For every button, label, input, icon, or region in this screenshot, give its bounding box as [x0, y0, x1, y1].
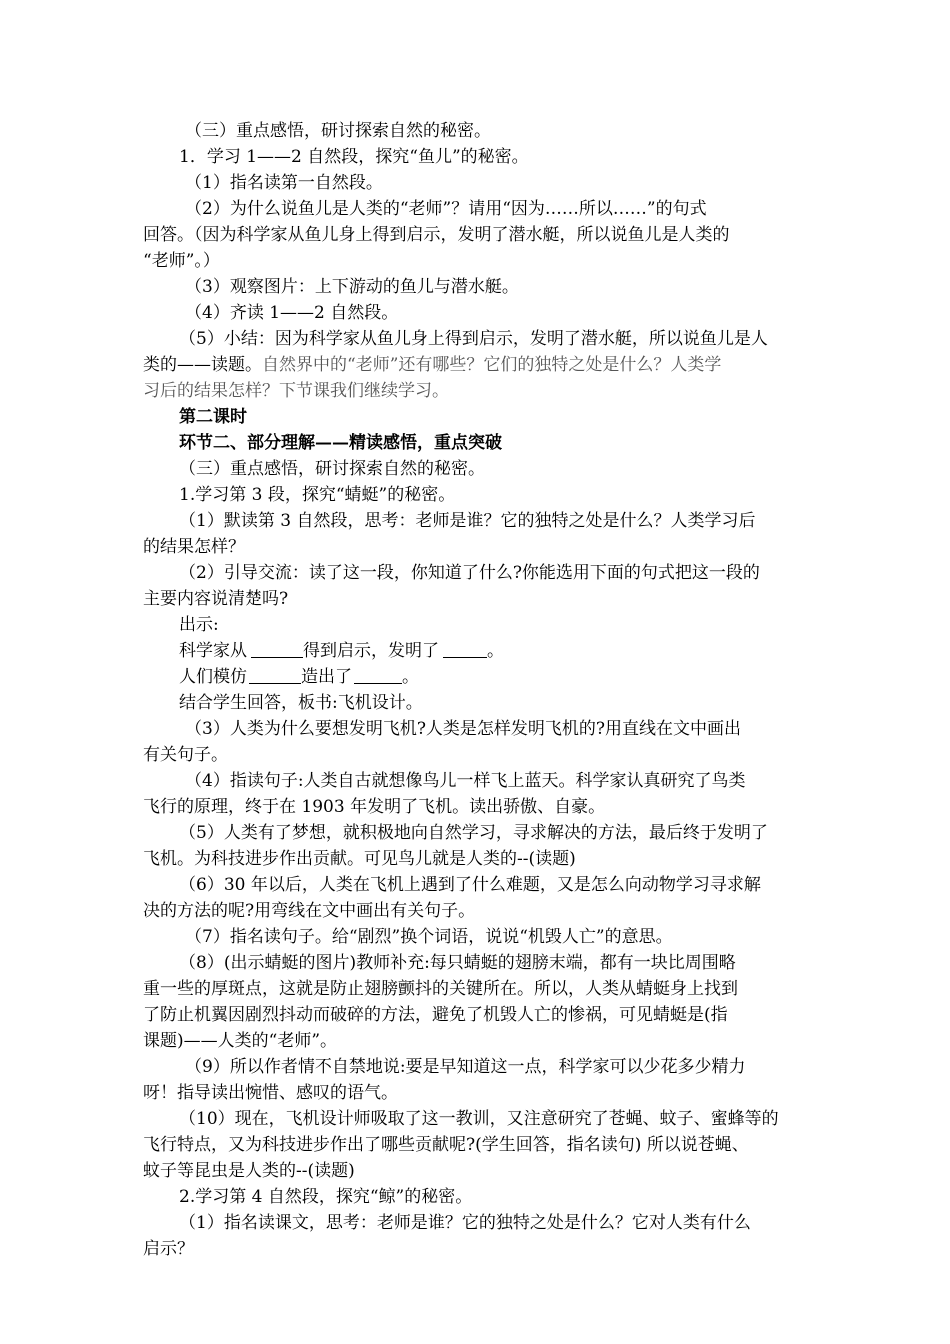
lesson-heading: 第二课时 [179, 407, 247, 427]
text-line: 课题)——人类的“老师”。 [143, 1031, 338, 1051]
text-line: 有关句子。 [143, 745, 228, 765]
fill-blank [249, 666, 301, 684]
text-line: 的结果怎样？ [143, 537, 245, 557]
fill-blank [354, 666, 402, 684]
text-line: 蚊子等昆虫是人类的--(读题) [143, 1161, 355, 1181]
text-line [179, 664, 419, 690]
text-span: 造出了 [301, 667, 352, 687]
text-line [143, 352, 721, 378]
text-line: （1）指名读第一自然段。 [185, 173, 383, 193]
text-line: 2.学习第 4 自然段，探究“鲸”的秘密。 [179, 1187, 473, 1207]
text-line: 飞行特点，又为科技进步作出了哪些贡献呢?(学生回答，指名读句) 所以说苍蝇、 [143, 1135, 749, 1155]
text-line: （1）默读第 3 自然段，思考：老师是谁？它的独特之处是什么？人类学习后 [179, 511, 756, 531]
text-line: 飞机。为科技进步作出贡献。可见鸟儿就是人类的--(读题) [143, 849, 576, 869]
text-span: 人们模仿 [179, 667, 247, 687]
fill-blank [251, 640, 303, 658]
text-line: （三）重点感悟，研讨探索自然的秘密。 [179, 459, 485, 479]
text-span: 。 [402, 667, 419, 687]
text-line: （5）小结：因为科学家从鱼儿身上得到启示，发明了潜水艇，所以说鱼儿是人 [179, 329, 768, 349]
text-line: 结合学生回答，板书:飞机设计。 [179, 693, 423, 713]
text-line: 1．学习 1——2 自然段，探究“鱼儿”的秘密。 [179, 147, 529, 167]
text-line: 回答。（因为科学家从鱼儿身上得到启示，发明了潜水艇，所以说鱼儿是人类的 [143, 225, 730, 245]
text-line: （4）指读句子:人类自古就想像鸟儿一样飞上蓝天。科学家认真研究了鸟类 [185, 771, 746, 791]
text-line: 习后的结果怎样？下节课我们继续学习。 [143, 381, 449, 401]
section-heading: 环节二、部分理解——精读感悟，重点突破 [179, 433, 502, 453]
text-span: 自然界中的“老师”还有哪些？它们的独特之处是什么？人类学 [262, 355, 722, 375]
text-line: （10）现在，飞机设计师吸取了这一教训，又注意研究了苍蝇、蚊子、蜜蜂等的 [179, 1109, 779, 1129]
text-line: 决的方法的呢?用弯线在文中画出有关句子。 [143, 901, 476, 921]
text-line: （三）重点感悟，研讨探索自然的秘密。 [185, 121, 491, 141]
text-span: 。 [487, 641, 504, 661]
text-line: 了防止机翼因剧烈抖动而破碎的方法，避免了机毁人亡的惨祸，可见蜻蜓是(指 [143, 1005, 728, 1025]
text-span: 科学家从 [179, 641, 247, 661]
text-span: 得到启示，发明了 [303, 641, 439, 661]
text-line: （4）齐读 1——2 自然段。 [185, 303, 399, 323]
text-line: 重一些的厚斑点，这就是防止翅膀颤抖的关键所在。所以，人类从蜻蜓身上找到 [143, 979, 738, 999]
text-line: 1.学习第 3 段，探究“蜻蜓”的秘密。 [179, 485, 456, 505]
text-line: （2）为什么说鱼儿是人类的“老师”？请用“因为……所以……”的句式 [185, 199, 707, 219]
text-line: “老师”。） [143, 251, 220, 271]
text-line: 出示: [179, 615, 219, 635]
text-line: 启示？ [143, 1239, 194, 1259]
text-line: （6）30 年以后，人类在飞机上遇到了什么难题，又是怎么向动物学习寻求解 [179, 875, 761, 895]
text-span: 类的——读题。 [143, 355, 262, 375]
text-line: 主要内容说清楚吗? [143, 589, 289, 609]
text-line: （5）人类有了梦想，就积极地向自然学习，寻求解决的方法，最后终于发明了 [179, 823, 768, 843]
fill-blank [443, 640, 487, 658]
text-line: （9）所以作者情不自禁地说:要是早知道这一点，科学家可以少花多少精力 [185, 1057, 746, 1077]
text-line: （7）指名读句子。给“剧烈”换个词语，说说“机毁人亡”的意思。 [185, 927, 673, 947]
text-line: 呀！指导读出惋惜、感叹的语气。 [143, 1083, 398, 1103]
text-line: （1）指名读课文，思考：老师是谁？它的独特之处是什么？它对人类有什么 [179, 1213, 751, 1233]
text-line: 飞行的原理，终于在 1903 年发明了飞机。读出骄傲、自豪。 [143, 797, 606, 817]
text-line: （3）观察图片：上下游动的鱼儿与潜水艇。 [185, 277, 519, 297]
text-line: （3）人类为什么要想发明飞机?人类是怎样发明飞机的?用直线在文中画出 [185, 719, 742, 739]
text-line [179, 638, 504, 664]
text-line: （2）引导交流：读了这一段，你知道了什么?你能选用下面的句式把这一段的 [179, 563, 760, 583]
text-line: （8）(出示蜻蜓的图片)教师补充:每只蜻蜓的翅膀末端，都有一块比周围略 [179, 953, 736, 973]
